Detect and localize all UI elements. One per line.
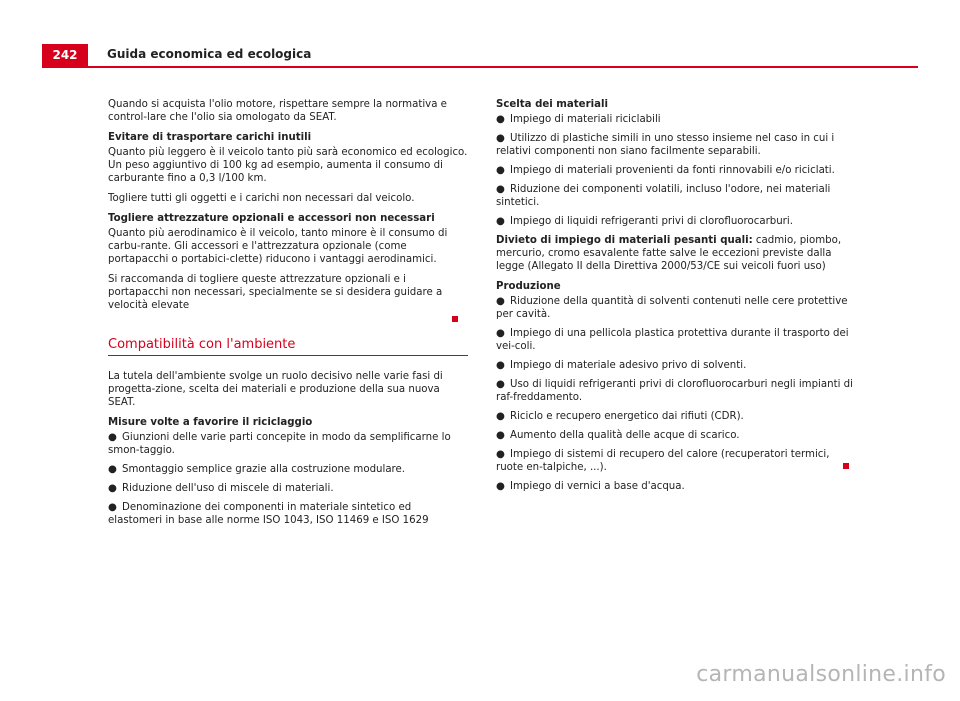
list-item: ● Impiego di vernici a base d'acqua. [496,481,685,492]
list-item: ● Denominazione dei componenti in materiale sintetico ed elastomeri in base alle norme ISO 1043, ISO 11469 e ISO 1629 [108,502,429,526]
heading-production: Produzione [496,281,561,292]
bullet-icon: ● [496,165,505,176]
bullet-icon: ● [496,296,505,307]
list-item: ● Impiego di liquidi refrigeranti privi di clorofluorocarburi. [496,216,793,227]
heading-materials: Scelta dei materiali [496,99,608,110]
page-header [42,44,918,68]
bullet-icon: ● [108,464,117,475]
paragraph-heavy-materials: Divieto di impiego di materiali pesanti quali: cadmio, piombo, mercurio, cromo esavalente fatte salve le eccezioni previste dalla legge (Allegato II della Direttiva 2000/53/CE sui veicoli fuori uso) [496,235,842,272]
bullet-icon: ● [496,411,505,422]
list-item: ● Riduzione della quantità di solventi contenuti nelle cere protettive per cavità. [496,296,848,320]
list-item: ● Riduzione dei componenti volatili, incluso l'odore, nei materiali sintetici. [496,184,831,208]
list-item: ● Impiego di materiale adesivo privo di solventi. [496,360,747,371]
heading-heavy-materials: Divieto di impiego di materiali pesanti quali: [496,235,753,246]
right-column [496,98,856,499]
list-item: ● Aumento della qualità delle acque di scarico. [496,430,740,441]
list-item: ● Riduzione dell'uso di miscele di materiali. [108,483,334,494]
heading-loads: Evitare di trasportare carichi inutili [108,132,312,143]
paragraph-weight: Quanto più leggero è il veicolo tanto più sarà economico ed ecologico. Un peso aggiuntivo di 100 kg ad esempio, aumenta il consumo di carburante fino a 0,3 l/100 km. [108,147,468,184]
list-item: ● Impiego di sistemi di recupero del calore (recuperatori termici, ruote en-talpiche, ...). [496,449,830,473]
list-item: ● Impiego di una pellicola plastica protettiva durante il trasporto dei vei-coli. [496,328,849,352]
list-item: ● Impiego di materiali provenienti da fonti rinnovabili e/o riciclati. [496,165,835,176]
list-item: ● Impiego di materiali riciclabili [496,114,661,125]
end-of-section-marker-icon [452,316,458,322]
bullet-icon: ● [496,430,505,441]
list-item: ● Giunzioni delle varie parti concepite in modo da semplificarne lo smon-taggio. [108,432,451,456]
bullet-icon: ● [496,328,505,339]
heading-recycling: Misure volte a favorire il riciclaggio [108,417,313,428]
heading-accessories: Togliere attrezzature opzionali e accessori non necessari [108,213,435,224]
list-item: ● Utilizzo di plastiche simili in uno stesso insieme nel caso in cui i relativi componenti non siano facilmente separabili. [496,133,835,157]
bullet-icon: ● [108,502,117,513]
list-item: ● Uso di liquidi refrigeranti privi di clorofluorocarburi negli impianti di raf-freddamento. [496,379,853,403]
bullet-icon: ● [496,114,505,125]
list-item: ● Riciclo e recupero energetico dai rifiuti (CDR). [496,411,744,422]
paragraph-recommendation: Si raccomanda di togliere queste attrezzature opzionali e i portapacchi non necessari, specialmente se si desidera guidare a velocità elevate [108,274,443,311]
bullet-icon: ● [108,483,117,494]
paragraph-aerodynamics: Quanto più aerodinamico è il veicolo, tanto minore è il consumo di carbu-rante. Gli accessori e l'attrezzatura opzionale (come portapacchi o portabici-clette) riducono i vantaggi aerodinamici. [108,228,448,265]
paragraph-remove-objects: Togliere tutti gli oggetti e i carichi non necessari dal veicolo. [108,193,415,204]
bullet-icon: ● [496,449,505,460]
bullet-icon: ● [496,481,505,492]
bullet-icon: ● [108,432,117,443]
bullet-icon: ● [496,184,505,195]
left-column [108,98,468,533]
end-of-section-marker-icon [843,463,849,469]
page-number: 242 [42,44,88,66]
intro-paragraph: Quando si acquista l'olio motore, rispettare sempre la normativa e control-lare che l'olio sia omologato da SEAT. [108,99,447,123]
bullet-icon: ● [496,133,505,144]
chapter-title: Guida economica ed ecologica [107,47,312,61]
bullet-icon: ● [496,216,505,227]
watermark: carmanualsonline.info [696,662,946,687]
section-title-environment: Compatibilità con l'ambiente [108,338,468,356]
bullet-icon: ● [496,360,505,371]
bullet-icon: ● [496,379,505,390]
paragraph-environment: La tutela dell'ambiente svolge un ruolo decisivo nelle varie fasi di progetta-zione, scelta dei materiali e produzione della sua nuova SEAT. [108,371,443,408]
list-item: ● Smontaggio semplice grazie alla costruzione modulare. [108,464,406,475]
